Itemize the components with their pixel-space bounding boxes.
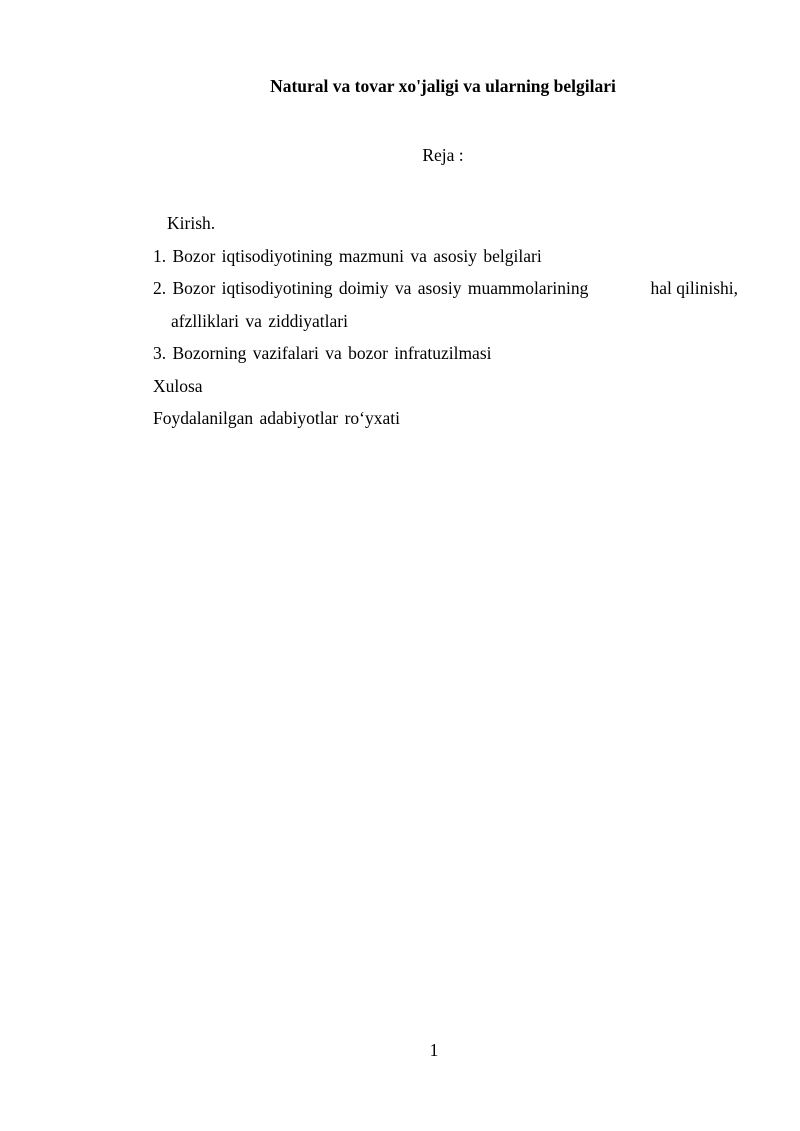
toc-item-3: 3. Bozorning vazifalari va bozor infratuzilmasi [153,343,492,363]
toc-item-2-line-2: afzlliklari va ziddiyatlari [171,310,348,331]
document-title: Natural va tovar xo'jaligi va ularning belgilari [270,76,616,96]
toc-item-2-part-b: hal qilinishi, [650,278,738,298]
page-number: 1 [429,1040,439,1060]
table-of-contents [153,207,738,435]
toc-references: Foydalanilgan adabiyotlar ro‘yxati [153,408,400,428]
document-subtitle: Reja : [422,145,464,165]
toc-item-2-line-1 [153,272,738,305]
toc-conclusion: Xulosa [153,375,203,396]
toc-item-1: 1. Bozor iqtisodiyotining mazmuni va asosiy belgilari [153,245,542,266]
toc-intro: Kirish. [167,213,216,233]
toc-item-2-part-a: 2. Bozor iqtisodiyotining doimiy va asosiy muammolarining [153,278,589,298]
